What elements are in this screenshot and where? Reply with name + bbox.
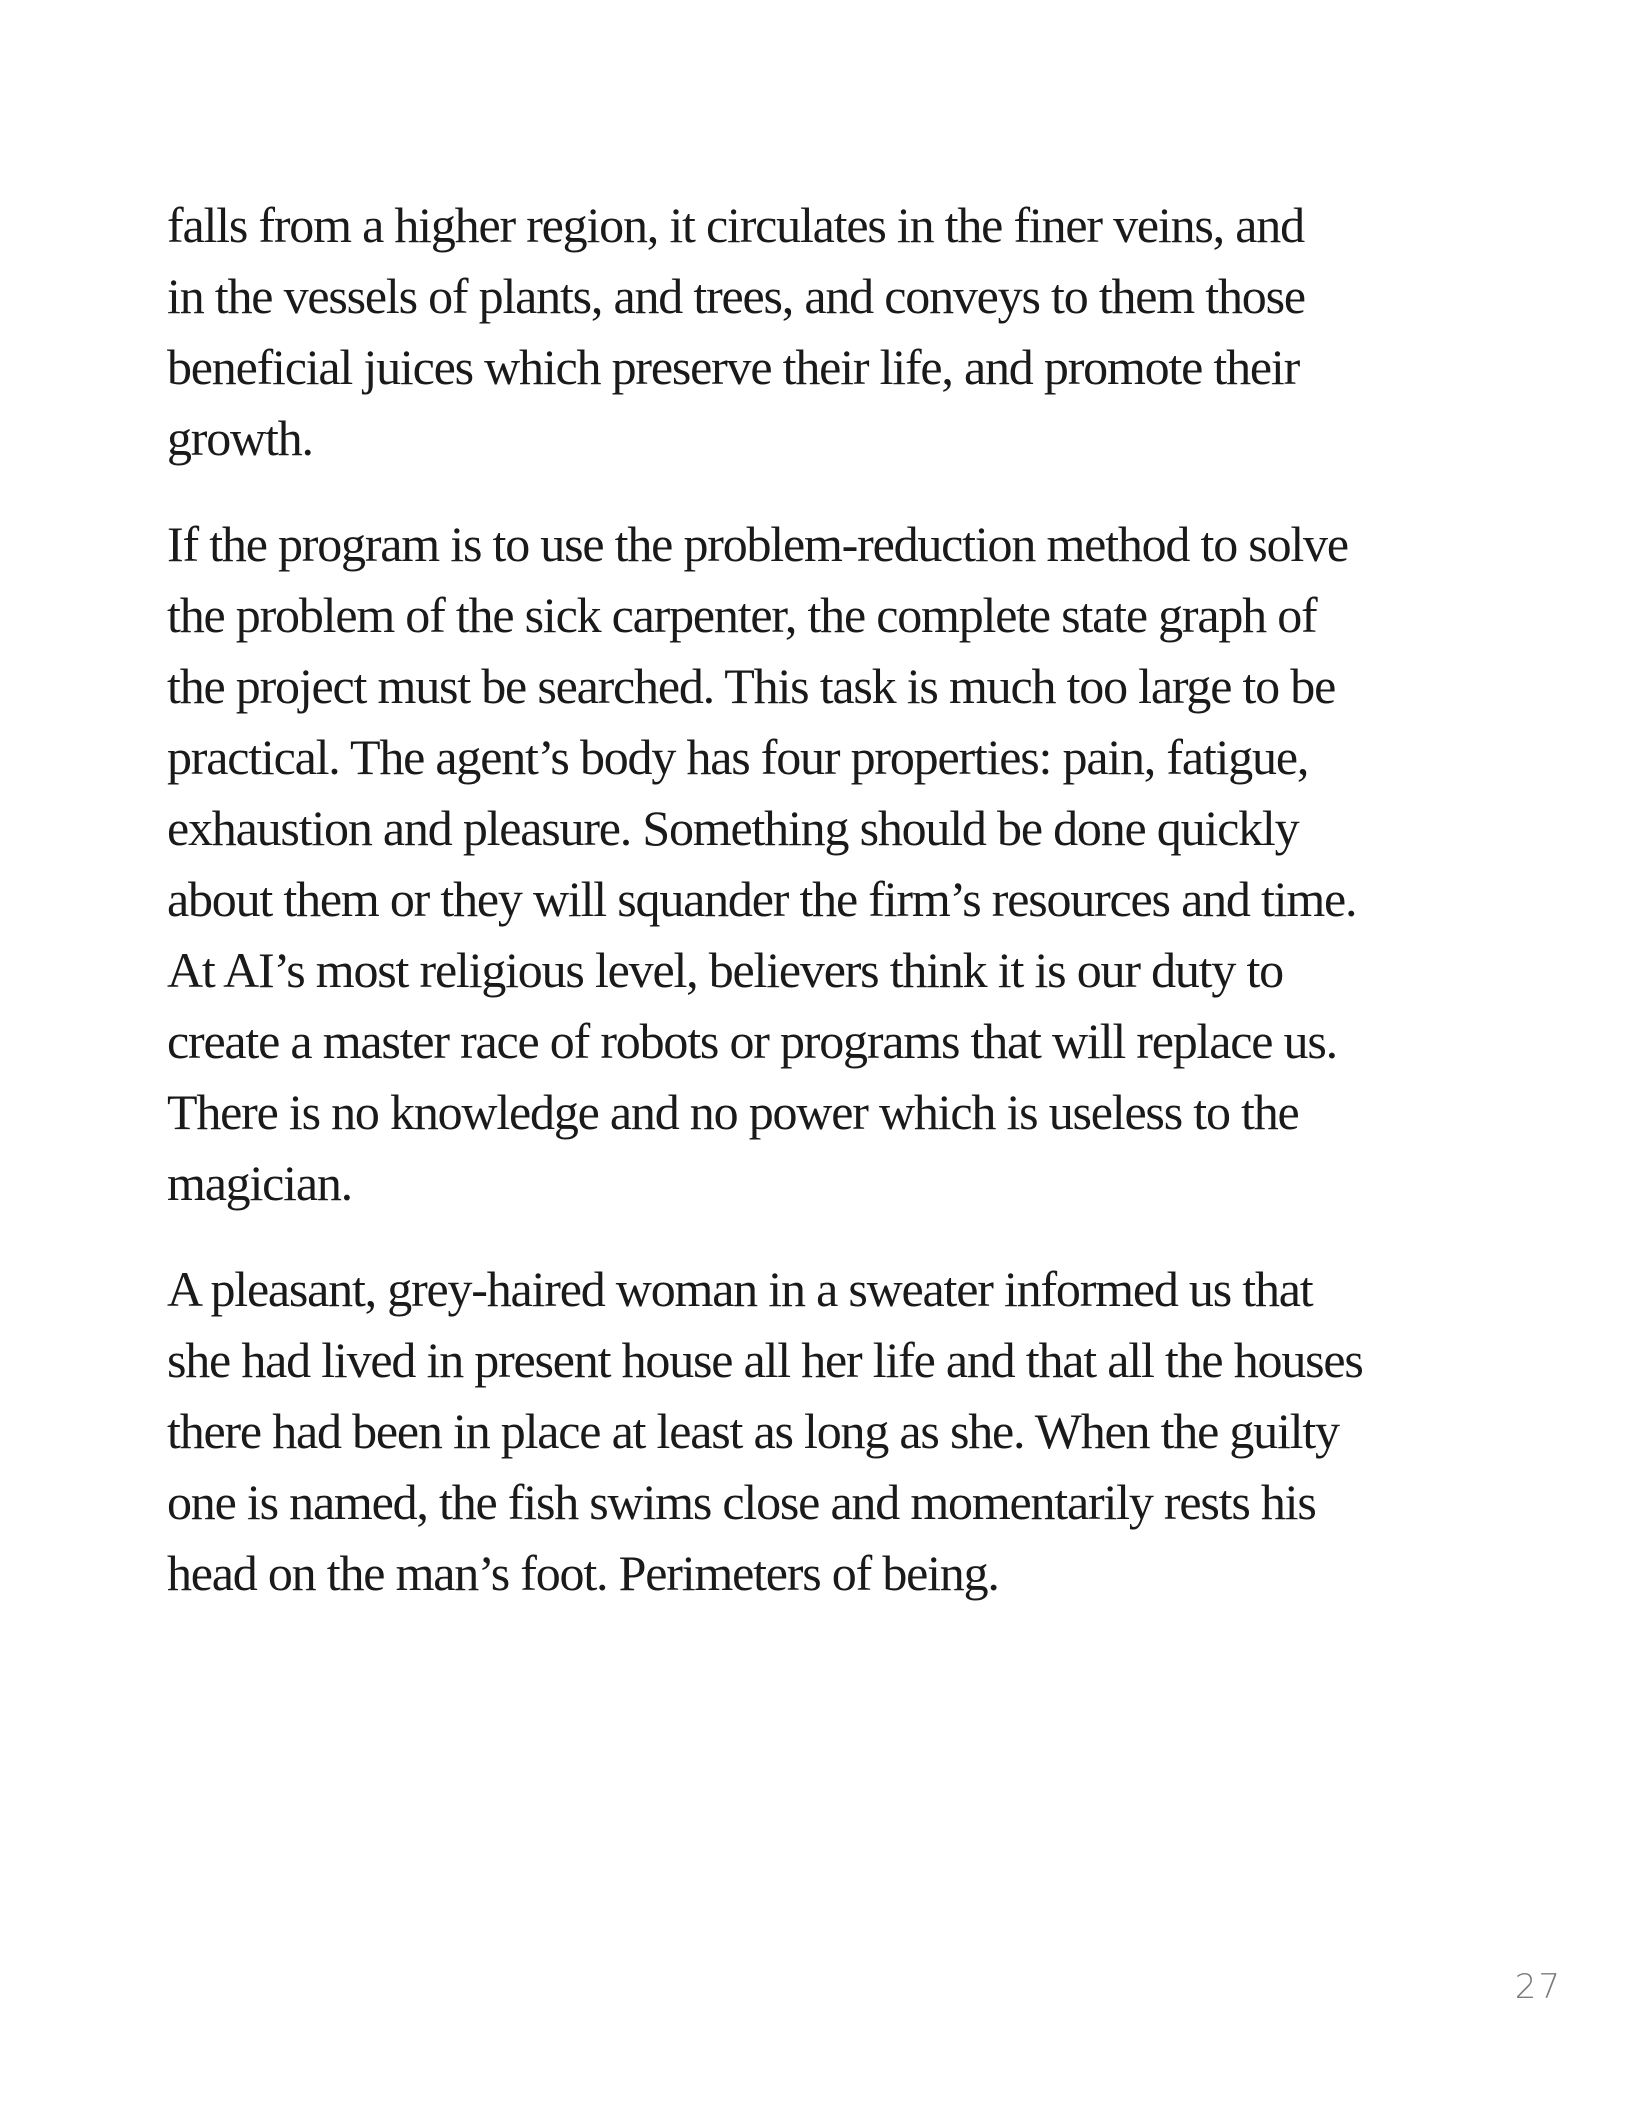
text-line: in the vessels of plants, and trees, and conveys to them those — [167, 268, 1305, 324]
text-line: there had been in place at least as long as she. When the guilty — [167, 1403, 1339, 1459]
text-line: A pleasant, grey-haired woman in a sweater informed us that — [167, 1261, 1313, 1317]
text-line: growth. — [167, 410, 313, 466]
paragraph-1 — [167, 190, 1517, 474]
paragraph-3 — [167, 1254, 1517, 1609]
body-text — [167, 190, 1517, 1644]
text-line: practical. The agent’s body has four properties: pain, fatigue, — [167, 729, 1309, 785]
text-line: the problem of the sick carpenter, the complete state graph of — [167, 587, 1317, 643]
text-line: falls from a higher region, it circulates in the finer veins, and — [167, 197, 1304, 253]
paragraph-2 — [167, 509, 1517, 1219]
page-number: 27 — [1514, 1967, 1562, 2007]
text-line: At AI’s most religious level, believers think it is our duty to — [167, 942, 1283, 998]
text-line: create a master race of robots or programs that will replace us. — [167, 1013, 1337, 1069]
text-line: the project must be searched. This task is much too large to be — [167, 658, 1336, 714]
text-line: If the program is to use the problem-reduction method to solve — [167, 516, 1348, 572]
text-line: beneficial juices which preserve their life, and promote their — [167, 339, 1300, 395]
text-line: There is no knowledge and no power which is useless to the — [167, 1084, 1299, 1140]
text-line: she had lived in present house all her life and that all the houses — [167, 1332, 1363, 1388]
text-line: one is named, the fish swims close and momentarily rests his — [167, 1474, 1316, 1530]
text-line: magician. — [167, 1155, 352, 1211]
text-line: head on the man’s foot. Perimeters of being. — [167, 1545, 999, 1601]
text-line: exhaustion and pleasure. Something should be done quickly — [167, 800, 1299, 856]
text-line: about them or they will squander the firm’s resources and time. — [167, 871, 1357, 927]
